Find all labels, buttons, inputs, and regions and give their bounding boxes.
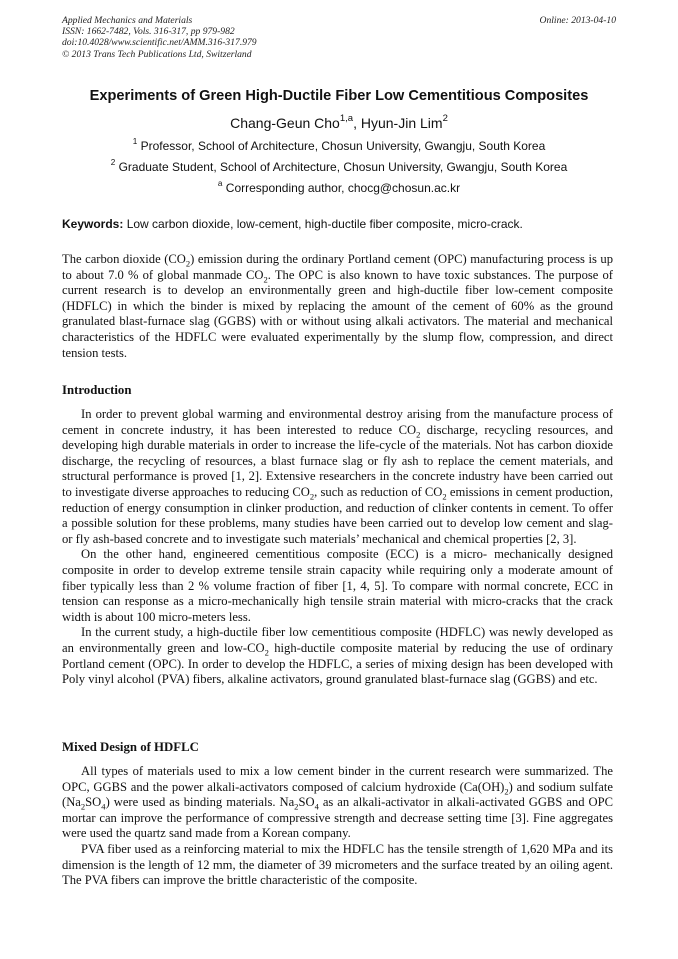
author-2-sup: 2 [442, 112, 448, 124]
mixed-design-section [62, 764, 613, 889]
author-2-name: Hyun-Jin Lim [360, 115, 443, 131]
abstract-text-2: ) emission during the ordinary Portland cement (OPC) manufacturing process is up to about 7.0 % of global manmade CO [62, 252, 613, 282]
mixed-p1-sub-4: 2 [294, 801, 299, 812]
abstract-sub-1: 2 [185, 258, 191, 269]
intro-p1-text-c: , such as reduction of CO [314, 484, 443, 499]
intro-p1-sub-2: 2 [309, 491, 315, 502]
mixed-p1-sub-2: 2 [80, 801, 86, 812]
intro-paragraph-2: On the other hand, engineered cementitious composite (ECC) is a micro- mechanically designed composite in order to develop extreme tensile strain capacity while requiring only a moderate amount of fiber typically less than 2 % volume fraction of fiber [1, 4, 5]. To compare with normal concrete, ECC in tension can response as a micro-mechanically high tensile strain material with micro-cracks that the crack width is about 100 micro-meters less. [62, 547, 613, 624]
author-list [40, 112, 638, 131]
intro-paragraph-3 [62, 625, 613, 687]
intro-paragraph-1 [62, 407, 613, 547]
issn-line: ISSN: 1662-7482, Vols. 316-317, pp 979-982 [62, 26, 235, 38]
mixed-design-heading: Mixed Design of HDFLC [62, 740, 199, 754]
doi-line[interactable]: doi:10.4028/www.scientific.net/AMM.316-317.979 [62, 37, 257, 49]
corresponding-sup: a [217, 178, 223, 188]
abstract [62, 252, 613, 361]
online-date: Online: 2013-04-10 [539, 15, 616, 26]
mixed-p1-sub-3: 4 [101, 801, 106, 812]
abstract-text-1: The carbon dioxide (CO [62, 252, 186, 266]
mixed-p1-text-a: All types of materials used to mix a low cement binder in the current research were summarized. The OPC, GGBS and the power alkali-activators composed of calcium hydroxide (Ca(OH) [62, 764, 613, 794]
mixed-p1-text-c: SO [85, 795, 102, 810]
author-1-sup: 1,a [339, 112, 354, 124]
intro-p3-text-a: In the current study, a high-ductile fiber low cementitious composite (HDFLC) was newly developed as an environmentally green and low-CO [62, 625, 613, 655]
mixed-p1-text-d: ) were used as binding materials. Na [105, 795, 295, 810]
intro-p3-sub-1: 2 [264, 647, 269, 658]
affiliation-1 [40, 136, 638, 153]
intro-p1-text-a: In order to prevent global warming and environmental destroy arising from the manufacture process of cement in concrete industry, it has been interested to reduce CO [62, 407, 613, 437]
abstract-sub-2: 2 [263, 274, 268, 285]
journal-name: Applied Mechanics and Materials [62, 15, 193, 26]
affiliation-2-sup: 2 [110, 157, 116, 167]
intro-p1-sub-1: 2 [416, 429, 421, 440]
intro-p1-text-d: emissions in cement production, reduction of energy consumption in clinker production, and reduction of clinker contents in cement. To offer a possible solution for these problems, many studies have been carried out to develop low cement and slag- or fly ash-based concrete and to investigate such materials’ mechanical and chemical properties [2, 3]. [62, 484, 613, 546]
mixed-paragraph-1 [62, 764, 613, 842]
affiliation-2-text: Graduate Student, School of Architecture, Chosun University, Gwangju, South Korea [115, 160, 568, 174]
author-separator: , [353, 115, 361, 131]
paper-title: Experiments of Green High-Ductile Fiber Low Cementitious Composites [89, 88, 589, 104]
intro-heading: Introduction [62, 383, 132, 397]
mixed-paragraph-2: PVA fiber used as a reinforcing material to mix the HDFLC has the tensile strength of 1,620 MPa and its dimension is the length of 12 mm, the diameter of 39 micrometers and the surface treated by an oiling agent. The PVA fibers can improve the brittle characteristic of the composite. [62, 841, 613, 888]
mixed-p1-sub-1: 2 [504, 786, 509, 797]
intro-section [62, 407, 613, 688]
corresponding-author [40, 178, 638, 195]
author-1-name: Chang-Geun Cho [230, 115, 340, 131]
abstract-text-3: . The OPC is also known to have toxic substances. The purpose of current research is to develop an environmentally green and high-ductile fiber low-cement composite (HDFLC) in which the binder is mixed by replacing the amount of the cement of 60% as the ground granulated blast-furnace slag (GGBS) with or without using alkali activators. The material and mechanical characteristics of the HDFLC were evaluated experimentally by the slump flow, compression, and direct tension tests. [62, 267, 613, 360]
mixed-p1-sub-5: 4 [314, 801, 319, 812]
affiliation-1-text: Professor, School of Architecture, Chosun University, Gwangju, South Korea [137, 139, 546, 153]
affiliation-2 [40, 157, 638, 174]
corresponding-text: Corresponding author, chocg@chosun.ac.kr [222, 181, 461, 195]
mixed-p1-text-b: ) and sodium sulfate (Na [62, 779, 613, 810]
journal-header [62, 15, 616, 60]
affiliation-1-sup: 1 [132, 136, 138, 146]
mixed-p1-text-f: as an alkali-activator in alkali-activated GGBS and OPC mortar can improve the performance of compressive strength and decrease setting time [3]. Fine aggregates were used the quartz sand made from a Korean company. [62, 795, 613, 841]
keywords-text: Low carbon dioxide, low-cement, high-ductile fiber composite, micro-crack. [123, 217, 523, 231]
intro-p1-text-b: discharge, recycling resources, and developing high durable materials in order to increase the life-cycle of the materials. Not has carbon dioxide discharge, the recycling of resources, a blast furnace slag or fly ash to replace the cement materials, and structural performance is proved [1, 2]. Extensive researchers in the concrete industry have been carried out to investigate diverse approaches to reducing CO [62, 422, 613, 499]
keywords-label: Keywords: [62, 217, 124, 231]
intro-p3-text-b: high-ductile composite material by reducing the use of ordinary Portland cement (OPC). In order to develop the HDFLC, a series of mixing design has been developed with Poly vinyl alcohol (PVA) fibers, alkaline activators, ground granulated blast-furnace slag (GGBS) and etc. [62, 640, 613, 687]
keywords [62, 217, 622, 231]
intro-p1-sub-3: 2 [442, 491, 447, 502]
mixed-p1-text-e: SO [298, 795, 315, 810]
copyright-line: © 2013 Trans Tech Publications Ltd, Switzerland [62, 48, 252, 60]
